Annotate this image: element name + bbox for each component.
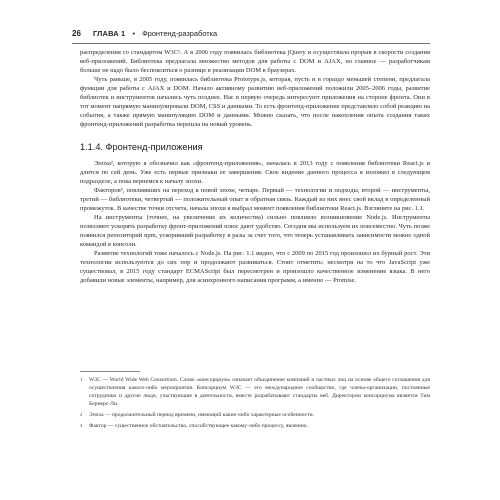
chapter-label: ГЛАВА 1	[92, 29, 126, 38]
footnote-mark: 3	[80, 423, 83, 428]
footnote	[80, 376, 430, 408]
footnote-mark: 2	[80, 412, 83, 417]
running-header	[72, 28, 430, 40]
footnote	[80, 422, 430, 430]
footnote	[80, 411, 430, 419]
section-heading: 1.1.4. Фронтенд-приложения	[80, 142, 203, 152]
header-rule	[72, 43, 430, 44]
page-number: 26	[72, 29, 81, 38]
footnote-text: Эпоха — продолжительный период времени, имеющий какие-либо характерные особенности.	[89, 412, 314, 418]
paragraph: Развитие технологий тоже началось с Node.js. На рис. 1.1 видно, что с 2009 по 2015 год произошел их бурный рост. Эти технологии используются до сих пор и продолжают развиваться. Стоит отметить: несмотря на то что JavaScript уже существовал, в 2015 году стандарт ECMAScript был пересмотрен и произошло качественное изменение языка. В него добавили новые элементы, например, для асинхронного написания программ, а именно — Promise.	[80, 250, 430, 284]
paragraph: распределения со стандартом W3C¹. А в 2006 году появилась библиотека jQuery и осуществила прорыв в скорости создания веб-приложений. Библиотека предлагала множество методов для работы с DOM и AJAX, но главное — разработчикам больше не надо было беспокоиться о разнице в реализации DOM в браузерах.	[80, 49, 430, 74]
paragraph: Факторов³, повлиявших на переход к новой эпохе, четыре. Первый — технологии и подходы, второй — инструменты, третий — библиотеки, четвертый — положительный опыт и обратная связь. Каждый из них внес свой вклад в определенный промежуток. В качестве точки отсчета, начала эпохи я выбрал момент появления библиотеки React.js. Взгляните на рис. 1.1.	[80, 187, 430, 212]
paragraph: Эпоха², которую я обозначил как «фронтенд-приложения», началась в 2013 году с появления библиотеки React.js и длится по сей день. Уже есть первые признаки ее завершения. Свое видение данного процесса я изложил в следующем подразделе, а пока вернемся к началу эпохи.	[80, 160, 430, 185]
paragraph: Чуть раньше, в 2005 году, появилась библиотека Prototype.js, которая, пусть и в гораздо меньшей степени, предлагала функции для работы с AJAX и DOM. Начало активному развитию веб-приложений положили 2005–2006 годы, развитие библиотек и инструментов начались чуть позднее. Нас в первую очередь интересуют приложения на стороне фронта. Они в тот момент напрямую манипулировали DOM, CSS и данными. То есть фронтенд-приложение представляло собой реакцию на события, а также прямую манипуляцию DOM и данными. Можно сказать, что после накопления опыта создания таких фронтенд-приложений разработка перешла на новый уровень.	[80, 76, 430, 128]
page-body	[80, 48, 430, 285]
footnote-text: Фактор — существенное обстоятельство, способствующее какому-либо процессу, явлению.	[89, 423, 308, 429]
section-label: Фронтенд-разработка	[142, 29, 218, 38]
header-separator: •	[132, 29, 136, 38]
paragraph: На инструменты (точнее, на увеличение их количества) сильно повлияло возникновение Node.js. Инструменты позволяют ускорять разработку фронт-приложений плюс дают удобство. Сегодня мы используем их повсеместно. Чуть позже появился репозиторий npm, ускоривший разработку в разы за счет того, что теперь устанавливать зависимости можно одной командой в консоли.	[80, 214, 430, 248]
footnote-text: W3C — World Wide Web Consortium. Слово «консорциум» означает объединение компаний и частных лиц на основе общего соглашения для осуществления какого-либо мероприятия. Консорциум W3C — это международное сообщество, где члены-организации, постоянные сотрудники и другие люди, участвующие в деятельности, вместе разрабатывают стандарты веб. Директором консорциума является Тим Бернерс-Ли.	[89, 377, 430, 407]
footnote-mark: 1	[80, 377, 83, 382]
footnotes	[80, 376, 430, 433]
footnote-rule	[80, 371, 140, 372]
